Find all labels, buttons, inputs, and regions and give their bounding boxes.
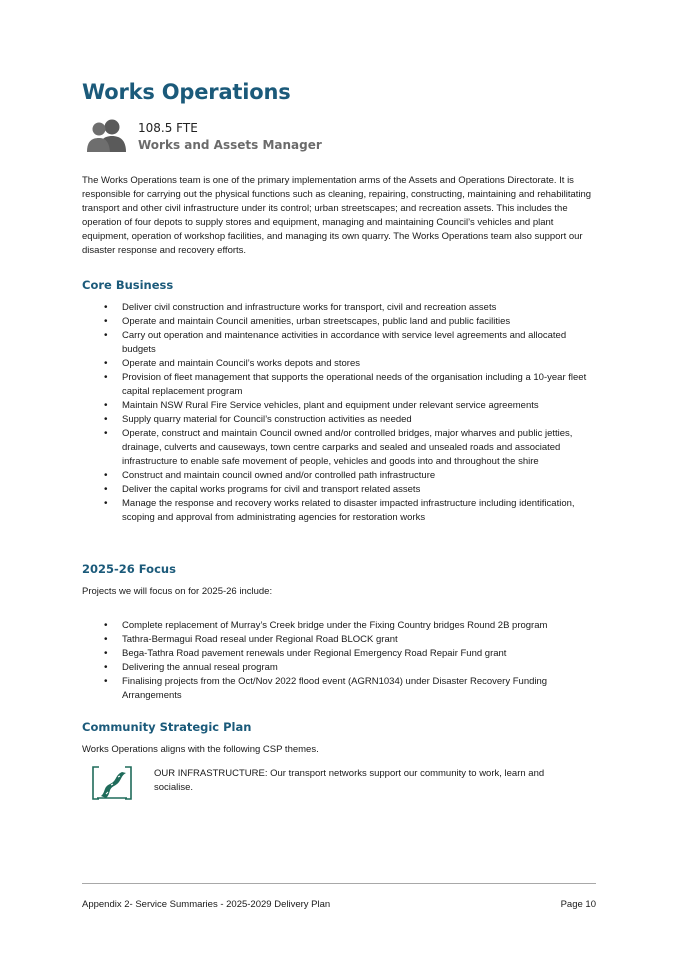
people-icon <box>86 118 130 152</box>
list-item: • Carry out operation and maintenance activities in accordance with service level agreements and allocated budgets <box>104 329 600 357</box>
list-item: • Manage the response and recovery works related to disaster impacted infrastructure including identification, scoping and approval from administrating agencies for restoration works <box>104 497 600 525</box>
list-item: • Delivering the annual reseal program <box>104 661 604 675</box>
intro-paragraph: The Works Operations team is one of the primary implementation arms of the Assets and Operations Directorate. It is responsible for carrying out the physical functions such as cleaning, repairing, constructing, maintaining and rehabilitating transport and other civil infrastructure under its control; urban streetscapes; and recreation assets. This includes the operation of four depots to supply stores and equipment, managing and maintaining Council’s vehicles and plant equipment, operation of workshop facilities, and managing its own quarry. The Works Operations team also support our disaster response and recovery efforts. <box>82 175 592 256</box>
list-item: • Maintain NSW Rural Fire Service vehicles, plant and equipment under relevant service agreements <box>104 399 600 413</box>
road-icon <box>91 765 133 801</box>
footer-divider <box>82 883 596 884</box>
list-item: • Provision of fleet management that supports the operational needs of the organisation including a 10-year fleet capital replacement program <box>104 371 600 399</box>
list-item: • Operate and maintain Council amenities, urban streetscapes, public land and public facilities <box>104 315 600 329</box>
fte-value: 108.5 FTE <box>138 121 198 135</box>
csp-intro: Works Operations aligns with the following CSP themes. <box>82 744 319 755</box>
list-item: • Deliver the capital works programs for civil and transport related assets <box>104 483 600 497</box>
csp-heading: Community Strategic Plan <box>82 720 252 734</box>
list-item: • Operate, construct and maintain Council owned and/or controlled bridges, major wharves and public jetties, drainage, culverts and causeways, town centre carparks and sealed and unsealed roads and associated infrastructure to enable safe movement of people, vehicles and goods into and throughout the shire <box>104 427 600 469</box>
focus-heading: 2025-26 Focus <box>82 562 176 576</box>
manager-role: Works and Assets Manager <box>138 138 322 152</box>
focus-intro: Projects we will focus on for 2025-26 include: <box>82 586 273 597</box>
core-business-heading: Core Business <box>82 278 174 292</box>
list-item: • Operate and maintain Council’s works depots and stores <box>104 357 600 371</box>
list-item: • Deliver civil construction and infrastructure works for transport, civil and recreation assets <box>104 301 600 315</box>
list-item: • Finalising projects from the Oct/Nov 2022 flood event (AGRN1034) under Disaster Recovery Funding Arrangements <box>104 675 604 703</box>
page-title: Works Operations <box>82 80 291 104</box>
list-item: • Tathra-Bermagui Road reseal under Regional Road BLOCK grant <box>104 633 604 647</box>
list-item: • Complete replacement of Murray’s Creek bridge under the Fixing Country bridges Round 2B program <box>104 619 604 633</box>
csp-theme-text: OUR INFRASTRUCTURE: Our transport networks support our community to work, learn and socialise. <box>154 768 545 793</box>
core-business-list <box>104 301 600 525</box>
list-item: • Supply quarry material for Council’s construction activities as needed <box>104 413 600 427</box>
focus-list <box>104 619 604 703</box>
list-item: • Construct and maintain council owned and/or controlled path infrastructure <box>104 469 600 483</box>
footer-document-title: Appendix 2- Service Summaries - 2025-2029 Delivery Plan <box>82 899 331 910</box>
list-item: • Bega-Tathra Road pavement renewals under Regional Emergency Road Repair Fund grant <box>104 647 604 661</box>
page-number: Page 10 <box>560 899 596 910</box>
